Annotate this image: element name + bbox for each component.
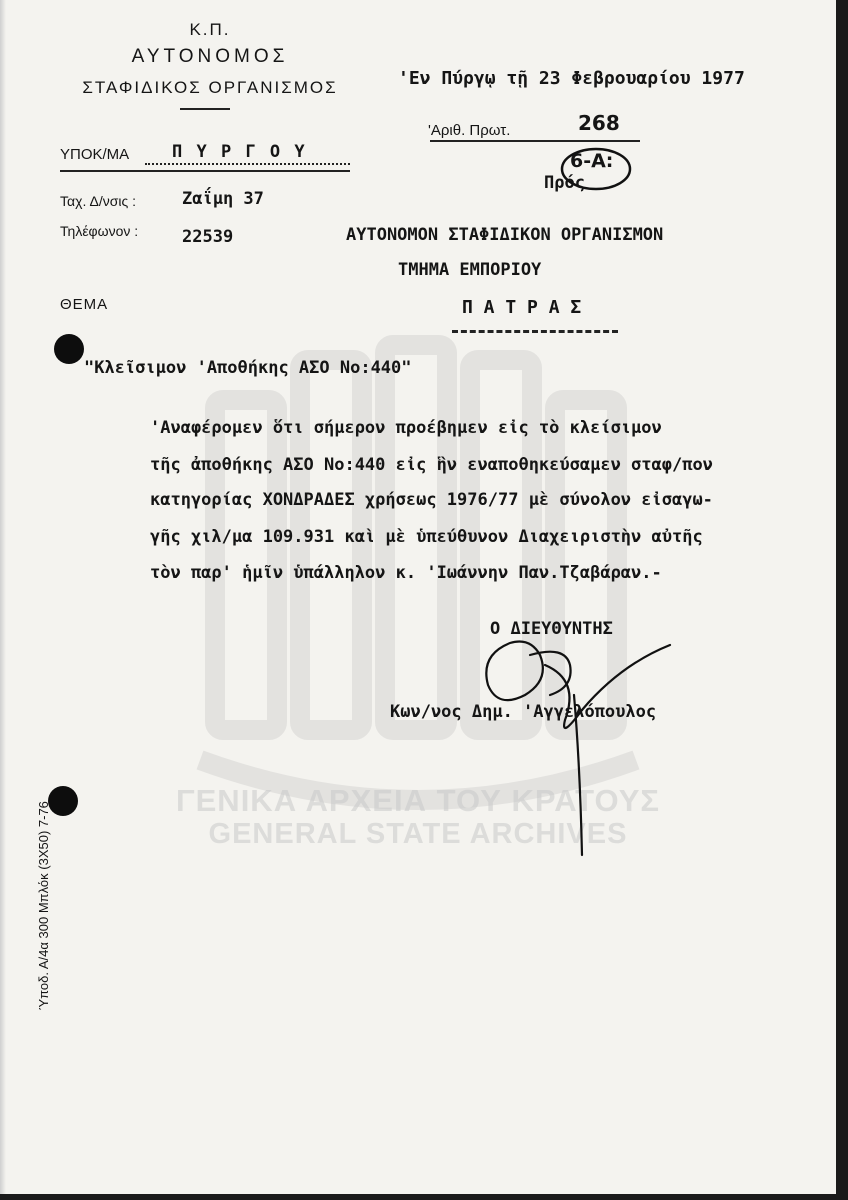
signature-title: Ο ΔΙΕΥΘΥΝΤΗΣ: [490, 619, 613, 639]
protocol-label: 'Αριθ. Πρωτ.: [428, 122, 511, 139]
letterhead-org-line1: ΑΥΤΟΝΟΜΟΣ: [131, 46, 289, 67]
recipient-line1: ΑΥΤΟΝΟΜΟΝ ΣΤΑΦΙΔΙΚΟΝ ΟΡΓΑΝΙΣΜΟΝ: [346, 225, 664, 245]
recipient-line2: ΤΜΗΜΑ ΕΜΠΟΡΙΟΥ: [398, 260, 542, 280]
branch-dotted-line: [145, 163, 350, 165]
phone-label: Τηλέφωνον :: [60, 223, 139, 239]
letterhead-org-line2: ΣΤΑΦΙΔΙΚΟΣ ΟΡΓΑΝΙΣΜΟΣ: [82, 78, 338, 97]
dateline: 'Εν Πύργῳ τῇ 23 Φεβρουαρίου 1977: [398, 68, 745, 89]
punch-hole-top: [54, 334, 84, 364]
to-label: Πρός: [544, 173, 585, 193]
recipient-line3: Π Α Τ Ρ Α Σ: [462, 297, 582, 318]
phone-value: 22539: [182, 227, 234, 247]
subject-label: ΘΕΜΑ: [60, 296, 109, 313]
protocol-number: 268: [578, 111, 620, 135]
address-value: Ζαΐμη 37: [182, 189, 264, 209]
subject-line: "Κλεῖσιμον 'Αποθήκης ΑΣΟ Νο:440": [84, 358, 412, 378]
body-line-3: κατηγορίας ΧΟΝΔΡΑΔΕΣ χρήσεως 1976/77 μὲ σύνολον εἰσαγω-: [150, 490, 713, 510]
protocol-underline: [430, 140, 640, 142]
watermark-english: GENERAL STATE ARCHIVES: [208, 818, 628, 850]
address-label: Ταχ. Δ/νσις :: [60, 193, 136, 209]
margin-print-note: Ύποδ. Α/4α 300 Μπλόκ (3Χ50) 7-76: [36, 801, 51, 1010]
punch-hole-bottom: [48, 786, 78, 816]
letterhead-divider: [180, 108, 230, 110]
branch-value: Π Υ Ρ Γ Ο Υ: [172, 142, 307, 162]
letterhead-initials: Κ.Π.: [189, 20, 231, 39]
body-line-5: τὸν παρ' ἡμῖν ὑπάλληλον κ. 'Ιωάννην Παν.Τζαβάραν.-: [150, 563, 662, 583]
branch-label: ΥΠΟΚ/ΜΑ: [60, 146, 130, 163]
body-line-1: 'Αναφέρομεν ὅτι σήμερον προέβημεν εἰς τὸ κλείσιμον: [150, 418, 662, 438]
body-line-4: γῆς χιλ/μα 109.931 καὶ μὲ ὑπεύθυνον Διαχειριστὴν αὐτῆς: [150, 527, 703, 547]
page-edge-shadow: [0, 0, 6, 1194]
watermark-greek: ΓΕΝΙΚΑ ΑΡΧΕΙΑ ΤΟΥ ΚΡΑΤΟΥΣ: [176, 783, 660, 818]
recipient-dashed-underline: [452, 330, 618, 333]
signature-name: Κων/νος Δημ. 'Αγγελόπουλος: [390, 702, 657, 722]
file-code: 6-Α:: [570, 150, 614, 172]
handwritten-signature-icon: [470, 625, 690, 860]
body-line-2: τῆς ἀποθήκης ΑΣΟ Νο:440 εἰς ἣν εναποθηκεύσαμεν σταφ/πον: [150, 455, 713, 475]
branch-underline: [60, 170, 350, 172]
